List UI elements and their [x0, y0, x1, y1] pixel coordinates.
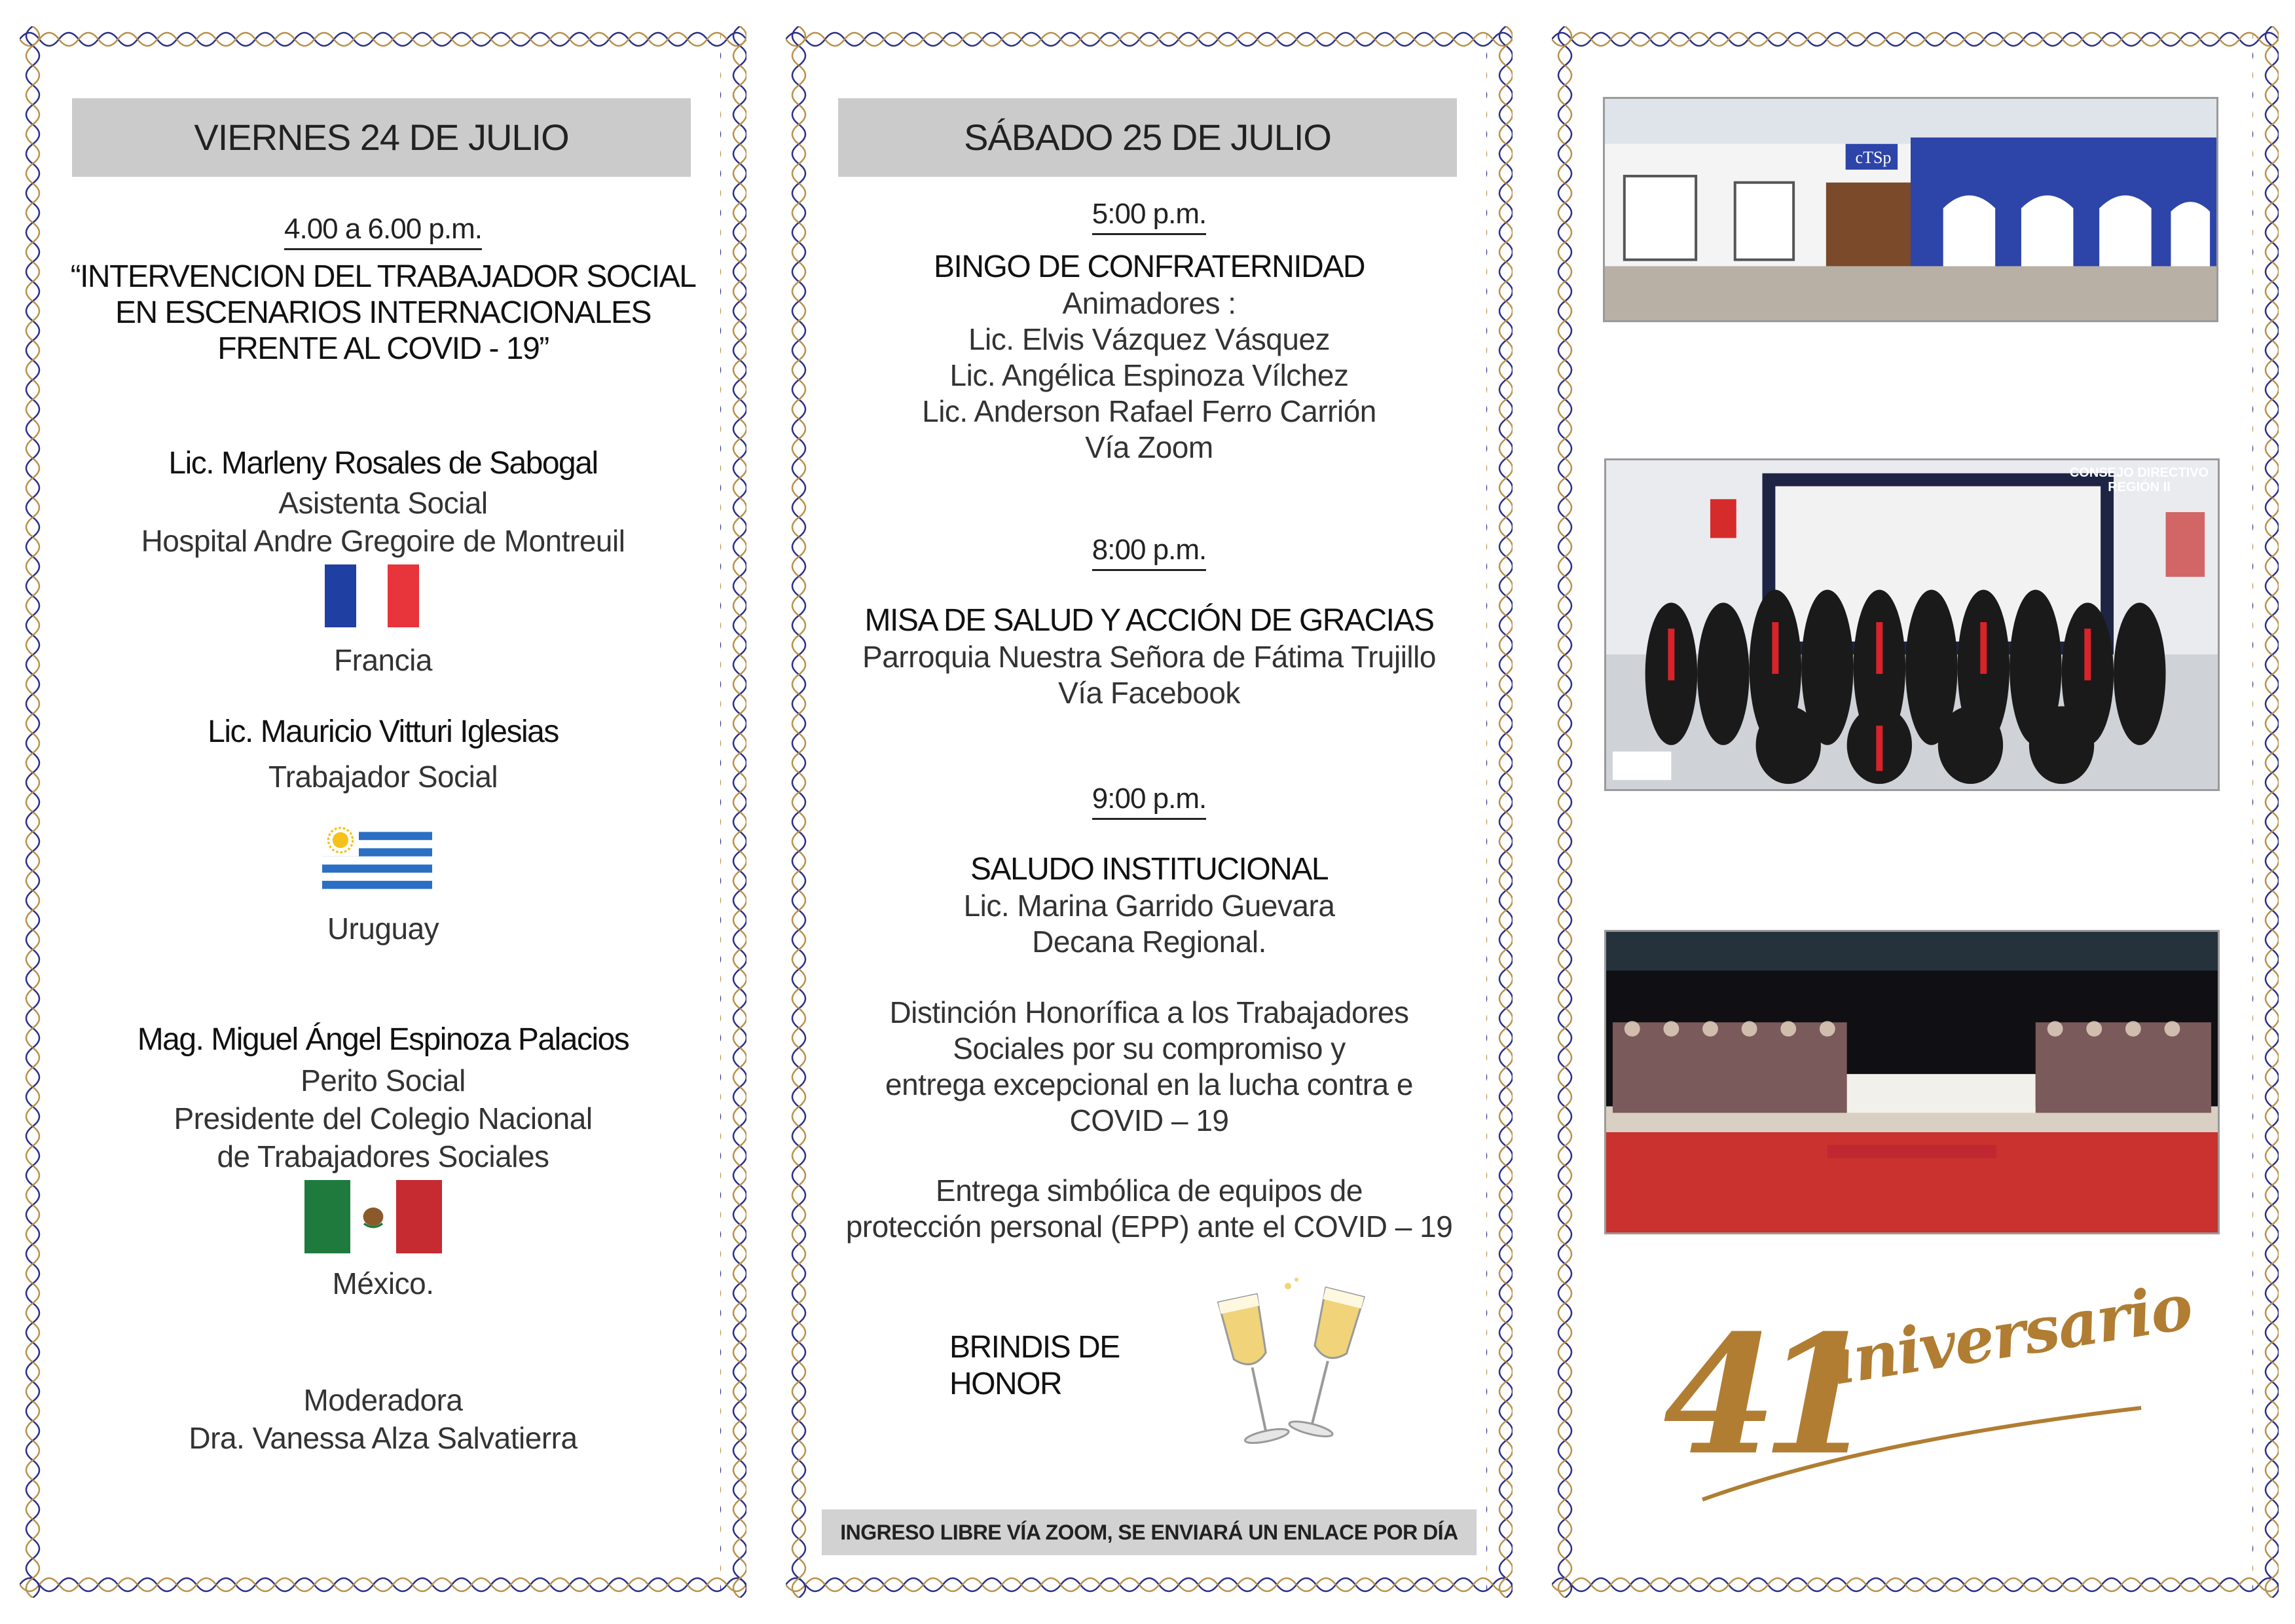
talk-title-line-2: EN ESCENARIOS INTERNACIONALES	[115, 295, 651, 330]
event-title: MISA DE SALUD Y ACCIÓN DE GRACIAS	[864, 603, 1434, 638]
speaker-country: Francia	[334, 643, 432, 677]
event-line: Lic. Anderson Rafael Ferro Carrión	[922, 394, 1376, 428]
distinction-line: COVID – 19	[1069, 1103, 1229, 1137]
distinction-line: Distinción Honorífica a los Trabajadores	[889, 995, 1409, 1029]
mexico-flag	[303, 1180, 443, 1253]
time-label: 4.00 a 6.00 p.m.	[284, 213, 482, 250]
anniversary-number: 41	[1663, 1299, 1860, 1491]
panel-photos	[1552, 26, 2279, 1598]
event-line: Vía Facebook	[1058, 676, 1240, 710]
uruguay-flag	[321, 824, 433, 897]
anniversary-word: aniversario	[1808, 1269, 2197, 1402]
panel-viernes	[20, 26, 746, 1598]
event-line: Lic. Marina Garrido Guevara	[963, 889, 1335, 923]
speaker-name: Lic. Marleny Rosales de Sabogal	[168, 446, 598, 481]
event-line: Decana Regional.	[1032, 925, 1266, 959]
distinction-line: entrega excepcional en la lucha contra e	[885, 1067, 1413, 1101]
speaker-name: Lic. Mauricio Vitturi Iglesias	[208, 714, 559, 749]
event-line: Lic. Angélica Espinoza Vílchez	[949, 358, 1349, 392]
distinction-line: Sociales por su compromiso y	[953, 1031, 1346, 1065]
day-banner: VIERNES 24 DE JULIO	[72, 98, 691, 177]
talk-title-line-3: FRENTE AL COVID - 19”	[217, 331, 549, 366]
speaker-org: de Trabajadores Sociales	[217, 1139, 549, 1173]
toast-label: BRINDIS DE HONOR	[949, 1330, 1120, 1401]
time-label: 9:00 p.m.	[1092, 783, 1206, 820]
building-sign: cTSp	[1855, 148, 1892, 167]
event-line: Vía Zoom	[1085, 430, 1213, 464]
photo-caption: CONSEJO DIRECTIVO REGIÓN II	[2069, 466, 2209, 494]
speaker-role: Trabajador Social	[268, 760, 498, 794]
moderator-label: Moderadora	[303, 1383, 463, 1417]
group-photo	[1604, 458, 2220, 791]
speaker-role: Perito Social	[301, 1063, 466, 1098]
epp-line: protección personal (EPP) ante el COVID – 19	[845, 1209, 1453, 1244]
event-line: Lic. Elvis Vázquez Vásquez	[968, 322, 1331, 356]
speaker-org: Hospital Andre Gregoire de Montreuil	[141, 524, 625, 558]
speaker-country: Uruguay	[327, 912, 439, 946]
time-label: 5:00 p.m.	[1092, 198, 1206, 235]
building-photo	[1603, 97, 2218, 322]
panel-sabado	[786, 26, 1513, 1598]
day-banner: SÁBADO 25 DE JULIO	[838, 98, 1457, 177]
moderator-name: Dra. Vanessa Alza Salvatierra	[189, 1421, 578, 1455]
speaker-name: Mag. Miguel Ángel Espinoza Palacios	[137, 1022, 629, 1057]
talk-title-line-1: “INTERVENCION DEL TRABAJADOR SOCIAL	[70, 259, 696, 294]
france-flag	[324, 564, 420, 627]
event-title: BINGO DE CONFRATERNIDAD	[934, 249, 1365, 284]
footer-banner: INGRESO LIBRE VÍA ZOOM, SE ENVIARÁ UN ENLACE POR DÍA	[822, 1509, 1477, 1555]
champagne-glasses-icon	[1215, 1277, 1365, 1467]
time-label: 8:00 p.m.	[1092, 534, 1206, 571]
speaker-org: Presidente del Colegio Nacional	[174, 1101, 593, 1135]
speaker-country: México.	[332, 1266, 434, 1301]
speaker-role: Asistenta Social	[278, 486, 488, 520]
event-line: Animadores :	[1062, 286, 1236, 320]
event-line: Parroquia Nuestra Señora de Fátima Trujillo	[862, 640, 1436, 674]
epp-line: Entrega simbólica de equipos de	[936, 1173, 1363, 1208]
event-title: SALUDO INSTITUCIONAL	[970, 852, 1329, 887]
stage-photo	[1604, 930, 2220, 1234]
